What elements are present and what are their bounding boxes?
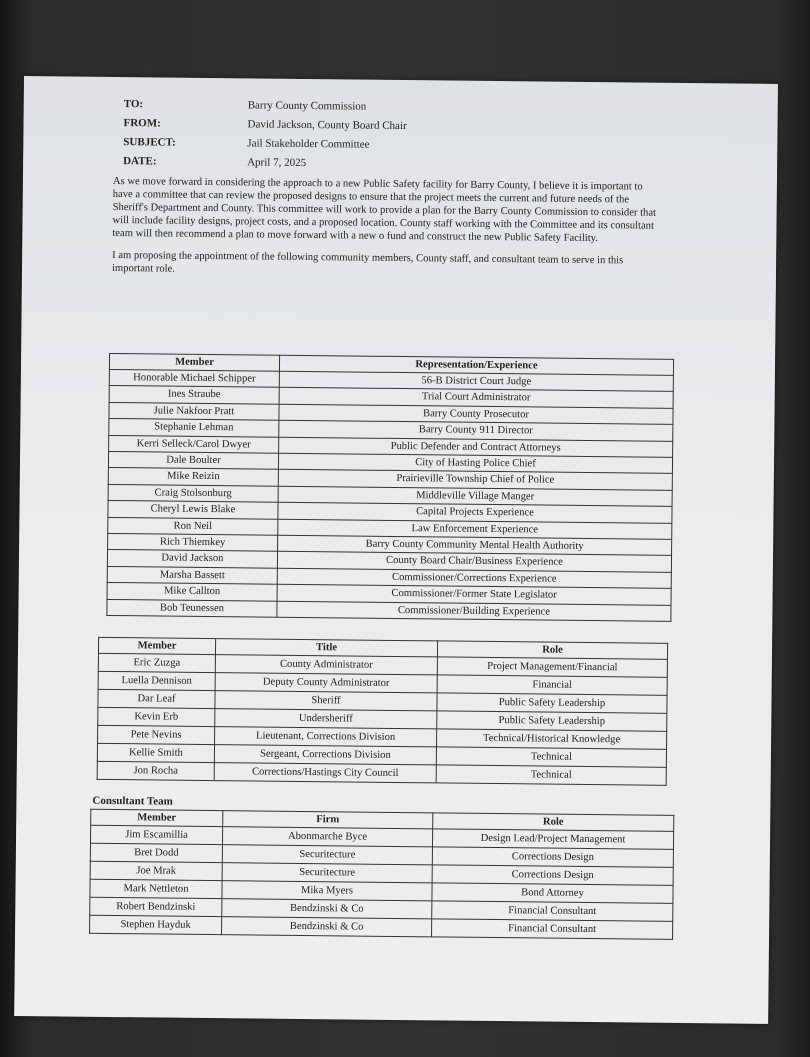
table-cell: Bond Attorney (432, 883, 673, 904)
table-cell: Deputy County Administrator (215, 673, 437, 693)
table-cell: Rich Thiemkey (108, 534, 278, 552)
table-cell: City of Hasting Police Chief (278, 453, 672, 474)
table-cell: Cheryl Lewis Blake (108, 501, 278, 519)
table-cell: Technical (436, 765, 666, 785)
table-cell: Bendzinski & Co (222, 917, 432, 937)
table-cell: County Administrator (215, 655, 437, 675)
table-cell: Jim Escamillia (90, 825, 222, 844)
memo-content (92, 95, 684, 936)
table-cell: Lieutenant, Corrections Division (215, 727, 437, 747)
column-header: Member (91, 809, 223, 826)
table-cell: Design Lead/Project Management (432, 829, 673, 850)
table-cell: Sheriff (215, 691, 437, 711)
column-header: Representation/Experience (279, 355, 673, 375)
table-cell: Undersheriff (215, 709, 437, 729)
table-cell: Technical/Historical Knowledge (437, 729, 667, 749)
column-header: Role (437, 641, 667, 659)
table-cell: Bret Dodd (90, 843, 222, 862)
table-cell: Corrections Design (432, 865, 673, 886)
table-cell: Kerri Selleck/Carol Dwyer (109, 435, 279, 453)
table-cell: Mika Myers (222, 881, 432, 901)
table-cell: Bob Teunessen (107, 599, 277, 617)
table-cell: Mike Reizin (108, 468, 278, 486)
column-header: Member (98, 637, 215, 654)
county-staff-table (97, 637, 668, 786)
table-cell: Financial (437, 675, 667, 695)
table-cell: Law Enforcement Experience (278, 519, 672, 540)
table-cell: Public Defender and Contract Attorneys (279, 437, 673, 458)
table-cell: Joe Mrak (90, 861, 222, 880)
column-header: Member (109, 353, 279, 371)
table-cell: Prairieville Township Chief of Police (278, 470, 672, 491)
table-cell: Barry County 911 Director (279, 420, 673, 441)
community-members-table (106, 353, 674, 622)
table-cell: Mark Nettleton (90, 879, 222, 898)
column-header: Firm (223, 811, 433, 829)
table-cell: Public Safety Leadership (437, 693, 667, 713)
table-cell: Mike Callton (107, 583, 277, 601)
table-cell: Barry County Prosecutor (279, 404, 673, 425)
memo-page (14, 76, 778, 1024)
column-header: Role (433, 813, 674, 832)
table-cell: Securitecture (222, 863, 432, 883)
table-cell: Stephen Hayduk (90, 915, 222, 934)
table-cell: County Board Chair/Business Experience (277, 552, 671, 573)
table-cell: Dar Leaf (98, 689, 215, 708)
table-cell: Trial Court Administrator (279, 388, 673, 409)
from-label: FROM: (123, 117, 161, 130)
table-cell: Marsha Bassett (107, 566, 277, 584)
table-cell: Securitecture (222, 845, 432, 865)
table-cell: Financial Consultant (432, 901, 673, 922)
table-cell: Jon Rocha (97, 761, 214, 780)
table-cell: Abonmarche Byce (222, 827, 432, 847)
table-cell: Honorable Michael Schipper (109, 369, 279, 387)
table-cell: Commissioner/Building Experience (277, 601, 671, 622)
table-cell: Julie Nakfoor Pratt (109, 402, 279, 420)
table-cell: Corrections Design (432, 847, 673, 868)
consultant-team-label: Consultant Team (92, 794, 173, 808)
to-value: Barry County Commission (247, 99, 367, 113)
table-cell: Kevin Erb (98, 707, 215, 726)
table-cell: Ron Neil (108, 517, 278, 535)
table-cell: Luella Dennison (98, 671, 215, 690)
table-cell: Commissioner/Former State Legislator (277, 585, 671, 606)
table-cell: Barry County Community Mental Health Authority (278, 535, 672, 556)
table-cell: Capital Projects Experience (278, 502, 672, 523)
subject-value: Jail Stakeholder Committee (247, 137, 370, 151)
table-cell: Financial Consultant (432, 919, 673, 940)
table-cell: Pete Nevins (98, 725, 215, 744)
date-label: DATE: (123, 155, 157, 168)
subject-label: SUBJECT: (123, 136, 176, 149)
table-cell: Commissioner/Corrections Experience (277, 568, 671, 589)
table-cell: 56-B District Court Judge (279, 371, 673, 392)
table-cell: Middleville Village Manger (278, 486, 672, 507)
table-cell: Dale Boulter (108, 451, 278, 469)
to-label: TO: (123, 98, 144, 111)
table-cell: Technical (436, 747, 666, 767)
table-cell: Ines Straube (109, 386, 279, 404)
intro-paragraph: As we move forward in considering the approach to a new Public Safety facility for Barry County, I believe it is important to have a committee that can review the proposed designs to ensure that the project meets the current and future needs of the Sheriff's Department and County. This committee will work to provide a plan for the Barry County Commission to consider that will include facility designs, project costs, and a proposed location. County staff working with the Committee and its consultant team will then recommend a plan to move forward with a new o fund and construct the new Public Safety Facility. (112, 175, 657, 245)
proposal-paragraph: I am proposing the appointment of the following community members, County staff, and consultant team to serve in this important role. (111, 249, 624, 275)
consultant-team-table (89, 809, 674, 940)
table-cell: Craig Stolsonburg (108, 484, 278, 502)
table-cell: Sergeant, Corrections Division (214, 745, 436, 765)
table-cell: Public Safety Leadership (437, 711, 667, 731)
table-cell: David Jackson (107, 550, 277, 568)
table-cell: Bendzinski & Co (222, 899, 432, 919)
table-cell: Kellie Smith (97, 743, 214, 762)
from-value: David Jackson, County Board Chair (247, 118, 407, 133)
column-header: Title (215, 639, 437, 657)
table-cell: Stephanie Lehman (109, 419, 279, 437)
table-cell: Eric Zuzga (98, 653, 215, 672)
table-cell: Project Management/Financial (437, 657, 667, 677)
date-value: April 7, 2025 (247, 156, 307, 170)
table-cell: Robert Bendzinski (90, 897, 222, 916)
table-cell: Corrections/Hastings City Council (214, 763, 436, 783)
